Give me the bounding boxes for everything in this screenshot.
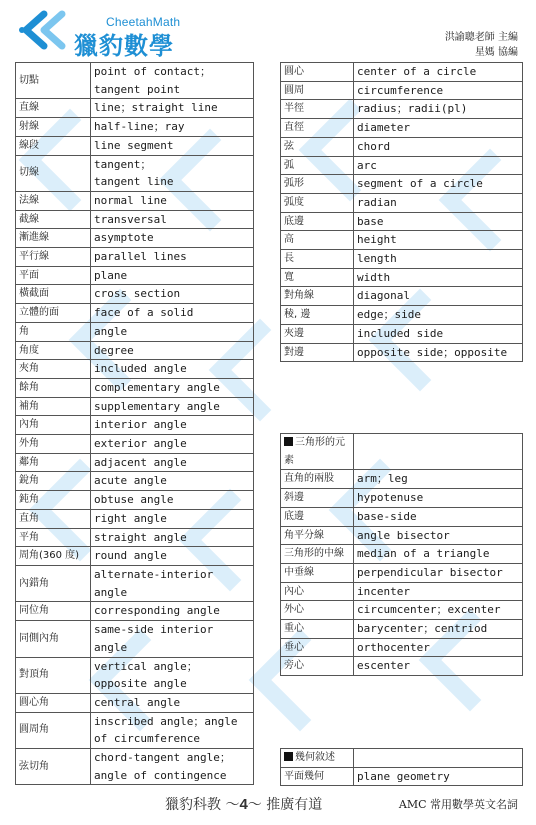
term-english: point of contact；tangent point [91,63,254,99]
term-english: orthocenter [354,638,523,657]
table-row [16,657,254,693]
table-row [16,136,254,155]
footer-motto-text: 推廣有道 [266,797,323,813]
term-english: line segment [91,136,254,155]
term-chinese: 切線 [16,155,91,191]
table-row [281,489,523,508]
term-english: right angle [91,509,254,528]
term-chinese: 周角(360 度) [16,547,91,566]
table-row [16,416,254,435]
term-chinese: 旁心 [281,657,354,676]
table-row [281,324,523,343]
table-row [16,491,254,510]
table-row [281,137,523,156]
term-chinese: 銳角 [16,472,91,491]
term-english: diameter [354,119,523,138]
table-row [16,472,254,491]
table-row [16,191,254,210]
table-row [16,378,254,397]
table-row [16,509,254,528]
term-english: line；straight line [91,99,254,118]
term-chinese: 弧度 [281,193,354,212]
term-english: included side [354,324,523,343]
term-english: included angle [91,360,254,379]
table-row [16,285,254,304]
term-english: cross section [91,285,254,304]
cheetah-logo-icon [14,10,70,50]
term-chinese: 弦切角 [16,749,91,785]
term-english: diagonal [354,287,523,306]
table-row [16,304,254,323]
table-row [281,343,523,362]
term-english: angle bisector [354,526,523,545]
term-english: median of a triangle [354,545,523,564]
term-english: incenter [354,582,523,601]
term-english: corresponding angle [91,602,254,621]
term-chinese: 圓心角 [16,693,91,712]
term-english: face of a solid [91,304,254,323]
vocabulary-table-geometry-description [280,748,523,786]
section-heading-cell [281,749,354,768]
footer-document-title: AMC 常用數學英文名詞 [398,798,518,811]
table-row [281,63,523,82]
term-chinese: 弦 [281,137,354,156]
term-chinese: 直角 [16,509,91,528]
term-english: chord-tangent angle； angle of contingence [91,749,254,785]
term-chinese: 弧形 [281,175,354,194]
term-chinese: 內錯角 [16,565,91,601]
black-square-bullet-icon [284,752,293,761]
brand-name-chinese: 獵豹數學 [74,32,174,60]
table-row [281,268,523,287]
term-chinese: 底邊 [281,212,354,231]
term-english: half-line；ray [91,118,254,137]
table-row [16,63,254,99]
page-number: 4 [239,796,248,813]
table-row [16,693,254,712]
empty-cell [354,749,523,768]
table-row [16,360,254,379]
term-chinese: 鈍角 [16,491,91,510]
table-row [281,638,523,657]
table-row [16,118,254,137]
footer-left-text: 獵豹科教 [165,797,221,813]
table-row [281,620,523,639]
term-english: width [354,268,523,287]
section-heading-text: 幾何敘述 [295,752,335,763]
table-row [281,507,523,526]
vocabulary-table-lines-angles [15,62,254,785]
table-row [281,563,523,582]
term-chinese: 圓周 [281,81,354,100]
term-chinese: 外角 [16,435,91,454]
term-english: obtuse angle [91,491,254,510]
term-chinese: 同位角 [16,602,91,621]
term-english: plane geometry [354,767,523,786]
empty-cell [354,434,523,470]
table-row [16,435,254,454]
term-english: exterior angle [91,435,254,454]
term-chinese: 寬 [281,268,354,287]
term-english: vertical angle；opposite angle [91,657,254,693]
page-header [0,0,536,62]
term-chinese: 對邊 [281,343,354,362]
term-english: degree [91,341,254,360]
term-english: angle [91,322,254,341]
table-row [16,712,254,748]
term-english: height [354,231,523,250]
table-row [281,545,523,564]
table-row [281,193,523,212]
table-row [281,526,523,545]
table-row [281,100,523,119]
term-english: central angle [91,693,254,712]
term-english: inscribed angle；angle of circumference [91,712,254,748]
term-english: transversal [91,210,254,229]
table-section-heading [281,434,523,470]
term-english: length [354,250,523,269]
term-english: parallel lines [91,248,254,267]
section-heading-text: 三角形的元素 [284,437,345,466]
term-chinese: 圓周角 [16,712,91,748]
table-row [281,470,523,489]
term-english: tangent； tangent line [91,155,254,191]
table-row [16,155,254,191]
term-english: circumcenter；excenter [354,601,523,620]
term-english: base [354,212,523,231]
table-row [16,602,254,621]
table-row [281,81,523,100]
term-chinese: 切點 [16,63,91,99]
table-row [281,212,523,231]
term-chinese: 外心 [281,601,354,620]
table-row [281,306,523,325]
term-english: interior angle [91,416,254,435]
footer-page-label: 獵豹科教 ～4～ 推廣有道 [165,796,323,813]
term-chinese: 平面 [16,266,91,285]
term-chinese: 弧 [281,156,354,175]
author-line-editor: 洪諭聰老師 主編 [444,32,518,43]
table-row [281,601,523,620]
term-english: arm；leg [354,470,523,489]
term-chinese: 夾角 [16,360,91,379]
table-row [16,210,254,229]
term-chinese: 補角 [16,397,91,416]
term-chinese: 圓心 [281,63,354,82]
term-chinese: 對角線 [281,287,354,306]
term-chinese: 中垂線 [281,563,354,582]
term-english: same-side interior angle [91,621,254,657]
section-heading-cell [281,434,354,470]
term-english: alternate-interior angle [91,565,254,601]
term-chinese: 角平分線 [281,526,354,545]
term-chinese: 角度 [16,341,91,360]
table-row [16,749,254,785]
table-row [16,453,254,472]
term-chinese: 法線 [16,191,91,210]
table-row [281,582,523,601]
table-row [16,266,254,285]
term-chinese: 截線 [16,210,91,229]
term-english: arc [354,156,523,175]
term-english: escenter [354,657,523,676]
table-row [16,322,254,341]
table-row [281,119,523,138]
table-row [281,156,523,175]
term-chinese: 直線 [16,99,91,118]
term-chinese: 長 [281,250,354,269]
page-footer [0,790,536,820]
term-chinese: 鄰角 [16,453,91,472]
table-row [16,621,254,657]
term-english: perpendicular bisector [354,563,523,582]
term-english: segment of a circle [354,175,523,194]
table-row [16,565,254,601]
table-section-heading [281,749,523,768]
table-row [281,175,523,194]
term-chinese: 直角的兩股 [281,470,354,489]
table-row [16,547,254,566]
vocabulary-table-circle-measures [280,62,523,362]
term-english: opposite side；opposite [354,343,523,362]
black-square-bullet-icon [284,437,293,446]
term-english: normal line [91,191,254,210]
vocabulary-table-triangle-elements [280,433,523,676]
term-chinese: 夾邊 [281,324,354,343]
term-english: barycenter；centriod [354,620,523,639]
table-row [16,229,254,248]
term-english: circumference [354,81,523,100]
term-english: hypotenuse [354,489,523,508]
term-english: plane [91,266,254,285]
term-chinese: 橫截面 [16,285,91,304]
term-chinese: 平面幾何 [281,767,354,786]
term-chinese: 角 [16,322,91,341]
term-english: acute angle [91,472,254,491]
term-chinese: 底邊 [281,507,354,526]
brand-logo [14,6,214,60]
table-row [281,250,523,269]
term-chinese: 內心 [281,582,354,601]
term-english: radius；radii(pl) [354,100,523,119]
term-english: adjacent angle [91,453,254,472]
term-chinese: 內角 [16,416,91,435]
term-chinese: 高 [281,231,354,250]
term-english: base-side [354,507,523,526]
term-chinese: 同側內角 [16,621,91,657]
table-row [16,99,254,118]
term-english: chord [354,137,523,156]
table-row [16,341,254,360]
term-english: straight angle [91,528,254,547]
term-chinese: 餘角 [16,378,91,397]
term-chinese: 斜邊 [281,489,354,508]
table-row [281,287,523,306]
term-english: center of a circle [354,63,523,82]
term-chinese: 漸進線 [16,229,91,248]
term-chinese: 對頂角 [16,657,91,693]
table-row [16,528,254,547]
term-english: complementary angle [91,378,254,397]
term-chinese: 射線 [16,118,91,137]
term-chinese: 垂心 [281,638,354,657]
table-row [16,248,254,267]
term-english: round angle [91,547,254,566]
term-chinese: 直徑 [281,119,354,138]
brand-name-english: CheetahMath [106,15,181,29]
term-chinese: 稜, 邊 [281,306,354,325]
table-row [281,231,523,250]
table-row [16,397,254,416]
term-chinese: 平角 [16,528,91,547]
author-credits [445,30,518,60]
term-english: asymptote [91,229,254,248]
term-chinese: 平行線 [16,248,91,267]
term-chinese: 三角形的中線 [281,545,354,564]
term-chinese: 重心 [281,620,354,639]
term-chinese: 半徑 [281,100,354,119]
term-chinese: 立體的面 [16,304,91,323]
term-english: radian [354,193,523,212]
term-chinese: 線段 [16,136,91,155]
term-english: edge；side [354,306,523,325]
table-row [281,657,523,676]
table-row [281,767,523,786]
term-english: supplementary angle [91,397,254,416]
author-line-coeditor: 星媽 協編 [474,47,518,58]
